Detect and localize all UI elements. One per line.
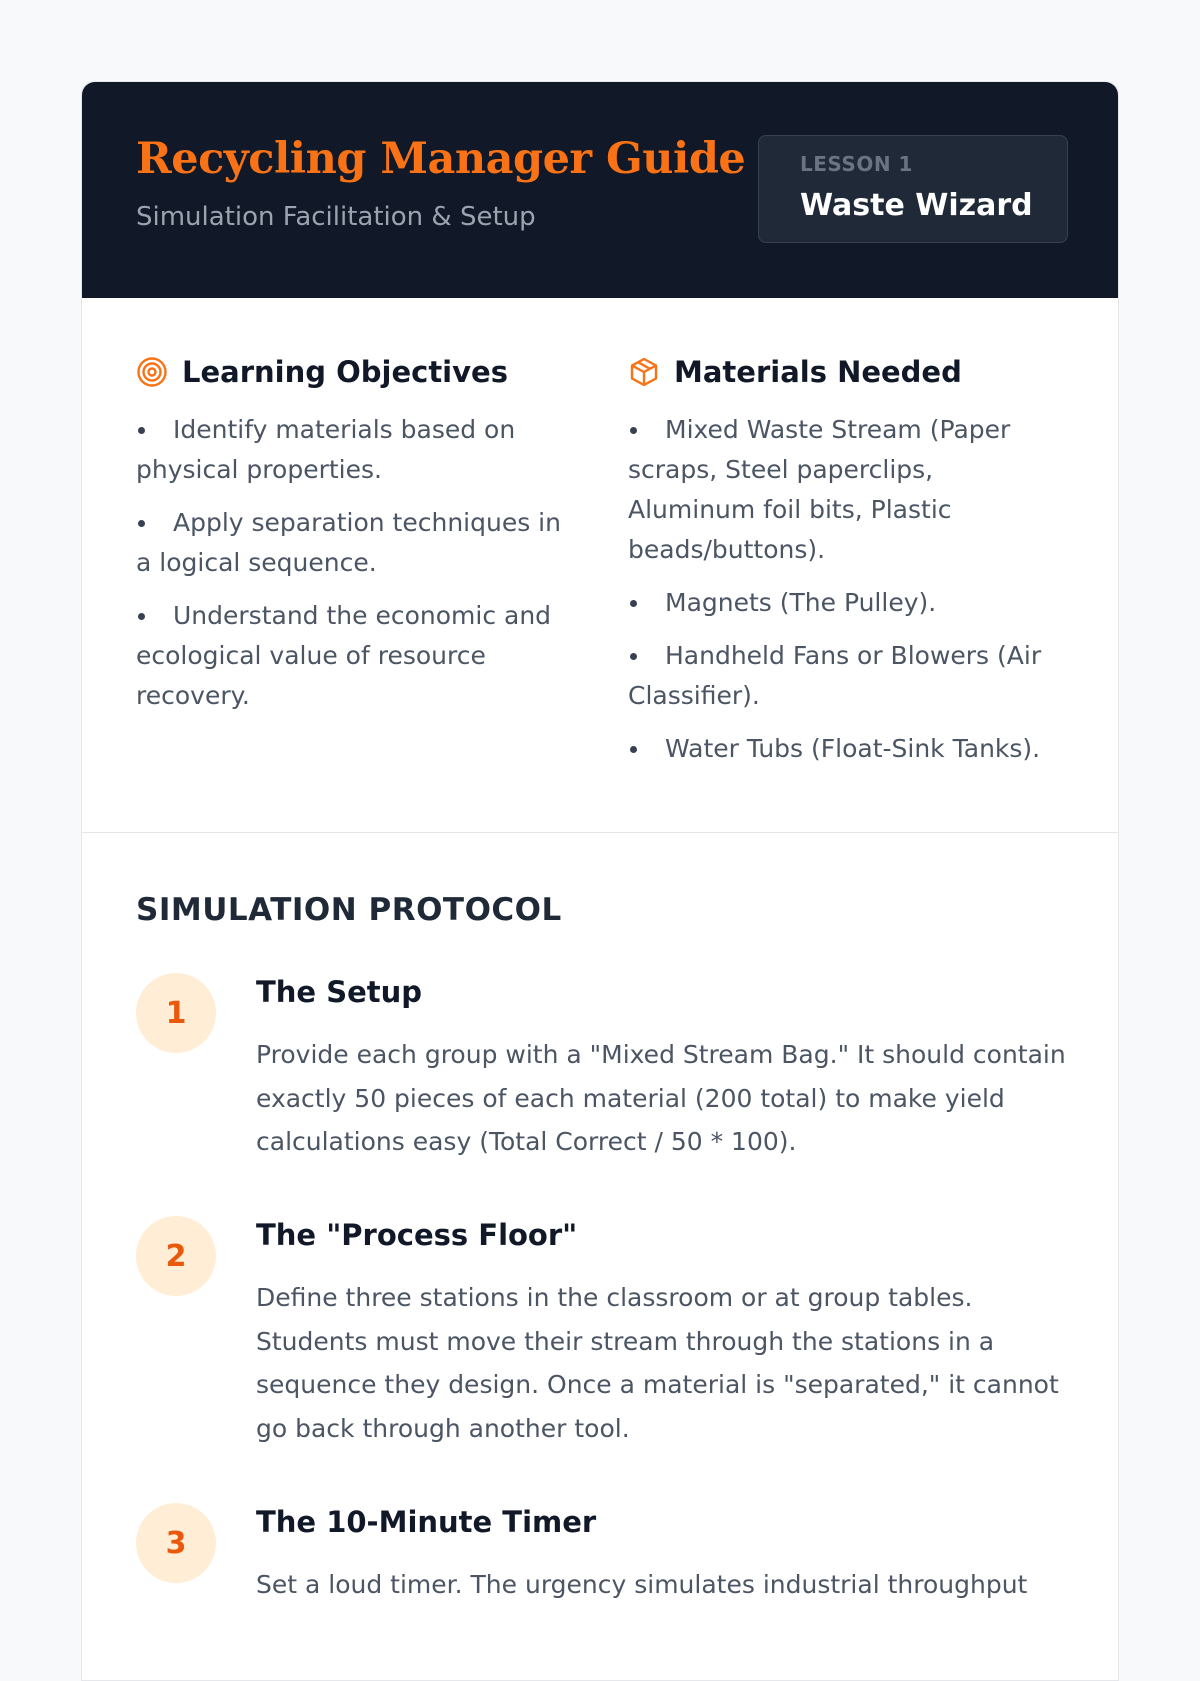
list-item: Understand the economic and ecological value of resource recovery. (136, 596, 566, 716)
step-description: Define three stations in the classroom or at group tables. Students must move their stream through the stations in a sequence they design. Once a material is "separated," it cannot go back through another tool. (256, 1283, 1059, 1443)
list-item: Handheld Fans or Blowers (Air Classifier). (628, 636, 1068, 716)
protocol-step (136, 973, 1066, 1173)
step-number-badge: 2 (136, 1216, 216, 1296)
materials-list (628, 410, 1068, 769)
step-description: Provide each group with a "Mixed Stream Bag." It should contain exactly 50 pieces of each material (200 total) to make yield calculations easy (Total Correct / 50 * 100). (256, 1040, 1066, 1156)
page-subtitle: Simulation Facilitation & Setup (136, 202, 536, 232)
guide-card (81, 81, 1119, 1681)
objectives-section (136, 352, 566, 729)
protocol-step (136, 1503, 1066, 1623)
guide-header (82, 82, 1119, 298)
objectives-heading: Learning Objectives (182, 355, 508, 389)
objectives-list (136, 410, 566, 716)
objectives-header (136, 352, 566, 392)
materials-section (628, 352, 1068, 782)
protocol-step (136, 1216, 1066, 1456)
list-item: Water Tubs (Float-Sink Tanks). (628, 729, 1068, 769)
lesson-name: Waste Wizard (800, 188, 1033, 223)
list-item: Mixed Waste Stream (Paper scraps, Steel paperclips, Aluminum foil bits, Plastic beads/buttons). (628, 410, 1068, 570)
list-item: Apply separation techniques in a logical sequence. (136, 503, 566, 583)
step-description: Set a loud timer. The urgency simulates industrial throughput (256, 1570, 1028, 1599)
step-title: The "Process Floor" (256, 1218, 578, 1252)
page-title: Recycling Manager Guide (136, 134, 746, 184)
lesson-number: LESSON 1 (800, 152, 913, 176)
list-item: Identify materials based on physical properties. (136, 410, 566, 490)
step-title: The Setup (256, 975, 423, 1009)
target-icon (136, 356, 168, 388)
lesson-badge (758, 135, 1068, 243)
materials-heading: Materials Needed (674, 355, 962, 389)
section-divider (82, 832, 1119, 833)
protocol-heading: SIMULATION PROTOCOL (136, 892, 562, 928)
box-icon (628, 356, 660, 388)
step-number-badge: 3 (136, 1503, 216, 1583)
step-number-badge: 1 (136, 973, 216, 1053)
materials-header (628, 352, 1068, 392)
list-item: Magnets (The Pulley). (628, 583, 1068, 623)
step-title: The 10-Minute Timer (256, 1505, 597, 1539)
